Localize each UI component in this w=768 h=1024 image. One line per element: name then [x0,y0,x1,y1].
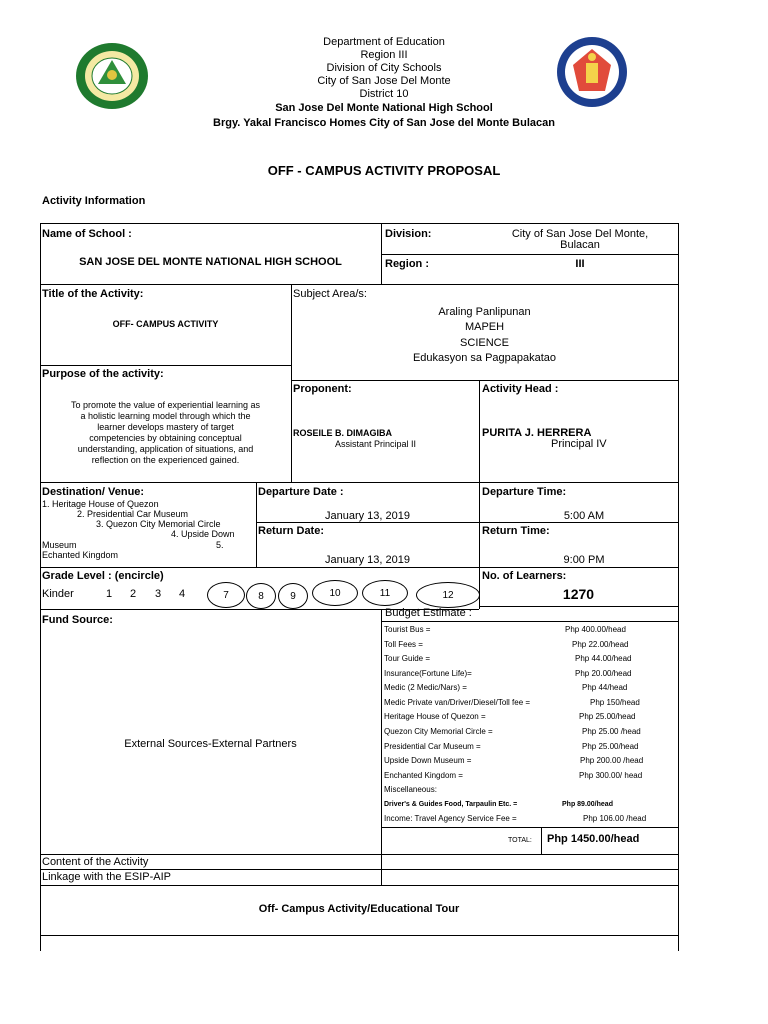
budget-item-amount: Php 25.00 /head [582,727,641,736]
grade-1: 1 [106,588,113,600]
region-label: Region : [385,258,429,270]
budget-item-name: Presidential Car Museum = [384,742,481,751]
grade-level-label: Grade Level : (encircle) [42,570,164,582]
venue-item-7: Echanted Kingdom [42,550,119,560]
learners-label: No. of Learners: [482,570,567,582]
fund-source-value: External Sources-External Partners [124,738,297,750]
miscellaneous-label: Miscellaneous: [384,785,437,794]
division-label: Division: [385,228,432,240]
region-value: III [575,258,585,270]
departure-time-value: 5:00 AM [563,510,605,522]
purpose-line-6: reflection on the experienced gained. [91,455,240,465]
grade-4: 4 [179,588,186,600]
budget-item-amount: Php 22.00/head [572,640,629,649]
budget-item-amount: Php 44.00/head [575,654,632,663]
return-date-label: Return Date: [258,525,325,537]
header-school-name: San Jose Del Monte National High School [275,102,493,114]
header-line-2: Region III [360,49,408,61]
budget-item-amount: Php 200.00 /head [580,756,644,765]
budget-item-name: Heritage House of Quezon = [384,712,486,721]
header-line-5: District 10 [359,88,409,100]
section-label: Activity Information [42,195,146,207]
proponent-label: Proponent: [293,383,352,395]
grade-8-circled: 8 [246,583,276,609]
income-item-amount: Php 106.00 /head [583,814,647,823]
budget-item-amount: Php 300.00/ head [579,771,643,780]
grade-10-circled: 10 [312,580,358,606]
content-of-activity-label: Content of the Activity [42,856,149,868]
total-value: Php 1450.00/head [547,833,640,845]
venue-label: Destination/ Venue: [42,486,145,498]
venue-item-4: 4. Upside Down [171,529,235,539]
venue-item-1: 1. Heritage House of Quezon [42,499,159,509]
grade-11-circled: 11 [362,580,408,606]
school-name-label: Name of School : [42,228,132,240]
misc-item-amount: Php 89.00/head [562,801,613,808]
grade-7-circled: 7 [207,582,245,608]
return-time-label: Return Time: [482,525,550,537]
purpose-label: Purpose of the activity: [42,368,164,380]
purpose-line-4: competencies by obtaining conceptual [89,433,242,443]
venue-item-3: 3. Quezon City Memorial Circle [96,519,221,529]
budget-item-amount: Php 20.00/head [575,669,632,678]
header-line-1: Department of Education [323,36,445,48]
page-title: OFF - CAMPUS ACTIVITY PROPOSAL [267,163,501,178]
grade-2: 2 [130,588,137,600]
return-date-value: January 13, 2019 [324,554,410,566]
activity-title-value: OFF- CAMPUS ACTIVITY [112,319,219,329]
budget-item-name: Tour Guide = [384,654,431,663]
budget-item-name: Insurance(Fortune Life)= [384,669,472,678]
budget-item-amount: Php 150/head [590,698,640,707]
school-name-value: SAN JOSE DEL MONTE NATIONAL HIGH SCHOOL [79,256,342,268]
purpose-line-1: To promote the value of experiential learning as [70,400,261,410]
activity-head-label: Activity Head : [482,383,559,395]
fund-source-label: Fund Source: [42,614,113,626]
proponent-name: ROSEILE B. DIMAGIBA [293,428,393,438]
venue-item-2: 2. Presidential Car Museum [77,509,189,519]
budget-estimate-label: Budget Estimate : [385,607,472,619]
budget-item-name: Quezon City Memorial Circle = [384,727,493,736]
total-label: TOTAL: [508,837,532,844]
activity-head-name: PURITA J. HERRERA [482,427,592,439]
grade-3: 3 [155,588,162,600]
subject-4: Edukasyon sa Pagpapakatao [412,352,557,364]
grade-kinder: Kinder [42,588,74,600]
departure-date-label: Departure Date : [258,486,344,498]
purpose-line-5: understanding, application of situations, and [77,444,254,454]
return-time-value: 9:00 PM [563,554,605,566]
header-line-4: City of San Jose Del Monte [317,75,451,87]
division-value-line-1: City of San Jose Del Monte, [511,228,649,240]
activity-title-label: Title of the Activity: [42,288,144,300]
budget-item-name: Medic Private van/Driver/Diesel/Toll fee = [384,698,531,707]
venue-item-6: 5. [216,540,224,550]
departure-date-value: January 13, 2019 [324,510,410,522]
subject-3: SCIENCE [460,337,509,349]
departure-time-label: Departure Time: [482,486,567,498]
budget-item-amount: Php 25.00/head [579,712,636,721]
grade-12-circled: 12 [416,582,480,608]
proponent-position: Assistant Principal II [335,439,417,449]
budget-item-name: Upside Down Museum = [384,756,472,765]
header-line-3: Division of City Schools [326,62,442,74]
header-address: Brgy. Yakal Francisco Homes City of San Jose del Monte Bulacan [213,117,555,129]
grade-9-circled: 9 [278,583,308,609]
budget-item-amount: Php 25.00/head [582,742,639,751]
learners-value: 1270 [562,586,595,602]
activity-head-position: Principal IV [551,438,607,450]
budget-item-name: Toll Fees = [384,640,423,649]
linkage-value: Off- Campus Activity/Educational Tour [258,903,460,915]
venue-item-5: Museum [42,540,77,550]
linkage-label: Linkage with the ESIP-AIP [42,871,172,883]
budget-item-amount: Php 44/head [582,683,628,692]
purpose-line-3: learner develops mastery of target [97,422,234,432]
income-item-name: Income: Travel Agency Service Fee = [384,814,517,823]
subject-2: MAPEH [464,321,505,333]
budget-item-name: Tourist Bus = [384,625,431,634]
division-value-line-2: Bulacan [560,239,600,251]
subject-1: Araling Panlipunan [438,306,531,318]
budget-item-name: Medic (2 Medic/Nars) = [384,683,467,692]
budget-item-amount: Php 400.00/head [565,625,626,634]
purpose-line-2: a holistic learning model through which the [80,411,251,421]
misc-item-name: Driver's & Guides Food, Tarpaulin Etc. = [384,801,518,808]
subject-area-label: Subject Area/s: [293,288,367,300]
budget-item-name: Enchanted Kingdom = [384,771,463,780]
